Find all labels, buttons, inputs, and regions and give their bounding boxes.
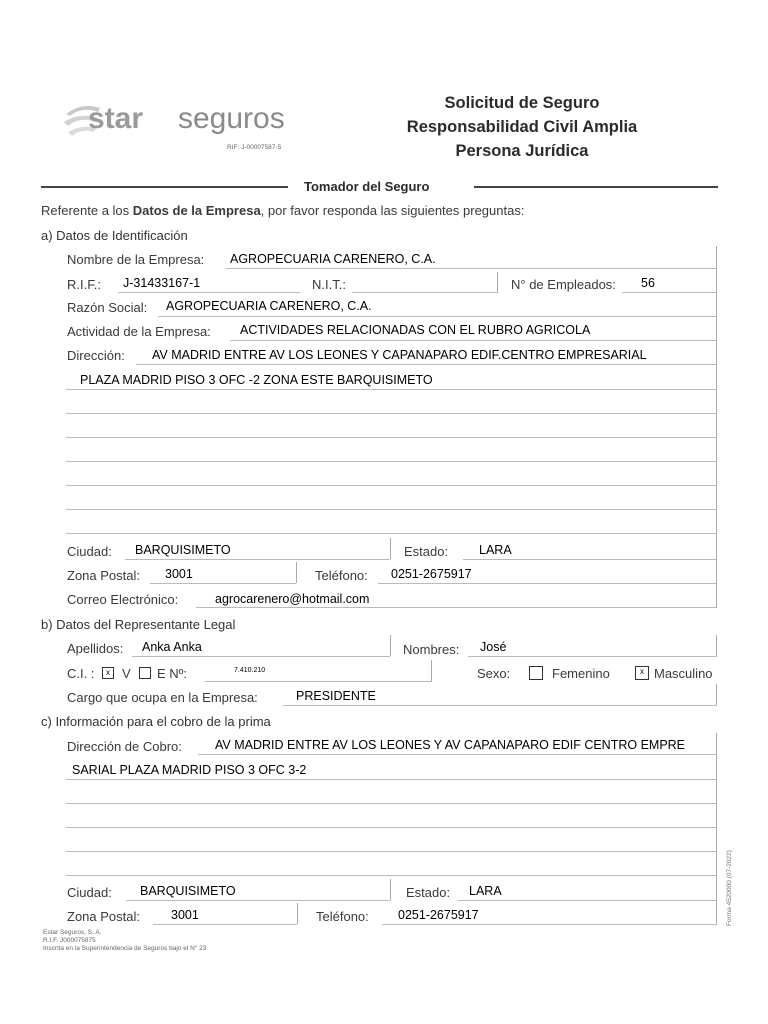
cobro-blank-2 <box>66 827 717 828</box>
estado-c-label: Estado: <box>406 885 451 900</box>
sexo-label: Sexo: <box>477 666 511 681</box>
ciudad-a-divider <box>390 538 391 559</box>
rif-line <box>118 292 300 293</box>
empleados-label: N° de Empleados: <box>511 277 616 292</box>
section-c-border <box>716 733 717 925</box>
telefono-c-label: Teléfono: <box>316 909 369 924</box>
nombre-empresa-label: Nombre de la Empresa: <box>67 252 205 267</box>
zona-postal-c-line <box>153 924 297 925</box>
logo-brand-bold: star <box>88 102 144 135</box>
estado-c-line <box>458 900 717 901</box>
cobro-blank-4 <box>66 875 717 876</box>
tomador-intro <box>41 203 524 218</box>
logo-rif: RIF: J-00007587-5 <box>227 144 282 151</box>
blank-line-6 <box>66 533 717 534</box>
ci-label: C.I. : <box>67 666 95 681</box>
estado-a-line <box>463 559 717 560</box>
ci-divider <box>431 660 432 681</box>
ci-line <box>205 681 432 682</box>
intro-suffix: , por favor responda las siguientes preguntas: <box>260 203 525 218</box>
actividad-line <box>230 340 717 341</box>
nombre-empresa-value[interactable]: AGROPECUARIA CARENERO, C.A. <box>230 252 436 266</box>
direccion-label: Dirección: <box>67 348 125 363</box>
footer-line-1: Estar Seguros, S. A. <box>43 929 102 936</box>
direccion-line-1[interactable]: AV MADRID ENTRE AV LOS LEONES Y CAPANAPARO EDIF.CENTRO EMPRESARIAL <box>152 348 647 362</box>
blank-line-5 <box>66 509 717 510</box>
direccion-cobro-label: Dirección de Cobro: <box>67 739 182 754</box>
ciudad-a-line <box>125 559 390 560</box>
ci-v-label: V <box>122 666 131 681</box>
apellidos-value[interactable]: Anka Anka <box>142 640 202 654</box>
zona-postal-a-divider <box>296 562 297 583</box>
actividad-label: Actividad de la Empresa: <box>67 324 211 339</box>
ciudad-c-divider <box>390 879 391 900</box>
divider-right <box>474 186 718 188</box>
divider-left <box>41 186 288 188</box>
rif-label: R.I.F.: <box>67 277 101 292</box>
zona-postal-a-label: Zona Postal: <box>67 568 140 583</box>
cobro-blank-1 <box>66 803 717 804</box>
razon-social-label: Razón Social: <box>67 300 148 315</box>
zona-postal-a-line <box>150 583 296 584</box>
title-line-3: Persona Jurídica <box>455 142 589 160</box>
telefono-a-label: Teléfono: <box>315 568 368 583</box>
section-a-border <box>716 246 717 608</box>
direccion-line-b <box>66 389 717 390</box>
cargo-label: Cargo que ocupa en la Empresa: <box>67 690 258 705</box>
apellidos-line <box>132 656 390 657</box>
nit-label: N.I.T.: <box>312 277 346 292</box>
tomador-heading: Tomador del Seguro <box>304 179 430 194</box>
apellidos-label: Apellidos: <box>67 641 124 656</box>
direccion-cobro-line-1[interactable]: AV MADRID ENTRE AV LOS LEONES Y AV CAPANAPARO EDIF CENTRO EMPRE <box>215 738 686 752</box>
apellidos-divider <box>390 635 391 656</box>
nombres-line <box>468 656 717 657</box>
correo-line <box>196 607 717 608</box>
nombres-right-border <box>716 635 717 656</box>
section-b-heading: b) Datos del Representante Legal <box>41 617 236 632</box>
nombres-label: Nombres: <box>403 642 460 657</box>
empleados-line <box>622 292 717 293</box>
actividad-value[interactable]: ACTIVIDADES RELACIONADAS CON EL RUBRO AGRICOLA <box>240 323 591 337</box>
direccion-cobro-line-2[interactable]: SARIAL PLAZA MADRID PISO 3 OFC 3-2 <box>72 763 307 777</box>
section-c-heading: c) Información para el cobro de la prima <box>41 714 271 729</box>
ciudad-a-label: Ciudad: <box>67 544 112 559</box>
cargo-line <box>283 705 717 706</box>
direccion-cobro-line-a <box>198 754 717 755</box>
nombres-value[interactable]: José <box>480 640 507 654</box>
telefono-c-line <box>382 924 717 925</box>
form-code: Forma 4520000 (07-2022) <box>726 850 733 926</box>
intro-bold: Datos de la Empresa <box>132 203 261 218</box>
nombre-empresa-line <box>226 268 717 269</box>
blank-line-4 <box>66 485 717 486</box>
cargo-right-border <box>716 684 717 705</box>
direccion-line-2[interactable]: PLAZA MADRID PISO 3 OFC -2 ZONA ESTE BARQUISIMETO <box>80 373 433 387</box>
femenino-label: Femenino <box>552 666 610 681</box>
ci-e-checkbox[interactable] <box>139 667 151 679</box>
rif-value[interactable]: J-31433167-1 <box>123 276 201 290</box>
estado-c-value[interactable]: LARA <box>469 884 502 898</box>
logo-brand-light: seguros <box>178 102 285 135</box>
logo <box>62 98 302 158</box>
telefono-a-value[interactable]: 0251-2675917 <box>391 567 472 581</box>
cobro-blank-3 <box>66 851 717 852</box>
masculino-label: Masculino <box>654 666 713 681</box>
cargo-value[interactable]: PRESIDENTE <box>296 689 376 703</box>
ciudad-a-value[interactable]: BARQUISIMETO <box>135 543 231 557</box>
nit-divider <box>497 272 498 293</box>
zona-postal-c-label: Zona Postal: <box>67 909 140 924</box>
ciudad-c-value[interactable]: BARQUISIMETO <box>140 884 236 898</box>
title-line-1: Solicitud de Seguro <box>444 94 600 112</box>
section-a-heading: a) Datos de Identificación <box>41 228 188 243</box>
correo-value[interactable]: agrocarenero@hotmail.com <box>215 592 370 606</box>
blank-line-2 <box>66 437 717 438</box>
ci-number[interactable]: 7.410.210 <box>234 667 266 674</box>
razon-social-line <box>158 316 717 317</box>
intro-prefix: Referente a los <box>41 203 133 218</box>
blank-line-1 <box>66 413 717 414</box>
zona-postal-c-divider <box>297 903 298 924</box>
footer-line-3: Inscrita en la Superintendencia de Seguros bajo el N° 23 <box>43 945 207 952</box>
zona-postal-a-value[interactable]: 3001 <box>165 567 193 581</box>
femenino-checkbox[interactable] <box>529 666 543 680</box>
masculino-checkbox[interactable]: x <box>635 666 649 680</box>
ci-e-label: E Nº: <box>157 666 188 681</box>
razon-social-value[interactable]: AGROPECUARIA CARENERO, C.A. <box>166 299 372 313</box>
correo-label: Correo Electrónico: <box>67 592 179 607</box>
ciudad-c-label: Ciudad: <box>67 885 112 900</box>
footer-line-2: R.I.F. J000075875 <box>43 937 96 944</box>
estado-a-value[interactable]: LARA <box>479 543 512 557</box>
zona-postal-c-value[interactable]: 3001 <box>171 908 199 922</box>
ciudad-c-line <box>126 900 390 901</box>
title-line-2: Responsabilidad Civil Amplia <box>406 118 638 136</box>
direccion-cobro-line-b <box>66 779 717 780</box>
empleados-value[interactable]: 56 <box>641 276 655 290</box>
nit-line <box>352 292 498 293</box>
telefono-c-value[interactable]: 0251-2675917 <box>398 908 479 922</box>
ci-v-checkbox[interactable]: x <box>102 667 114 679</box>
blank-line-3 <box>66 461 717 462</box>
telefono-a-line <box>378 583 717 584</box>
estado-a-label: Estado: <box>404 544 449 559</box>
direccion-line-a <box>136 364 717 365</box>
